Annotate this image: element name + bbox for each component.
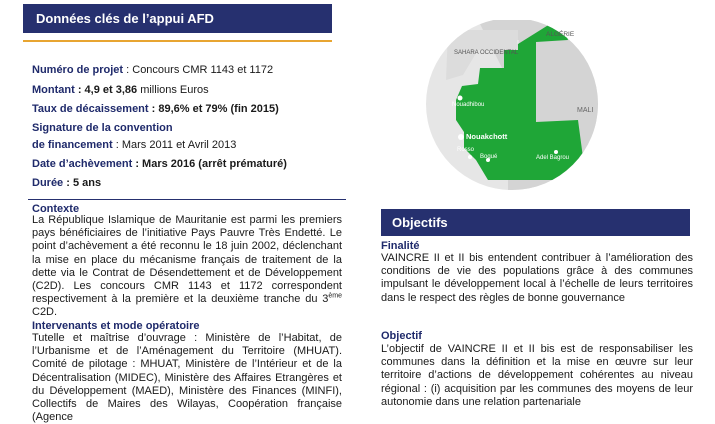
disbursement-value: : 89,6% et 79% (fin 2015) bbox=[148, 103, 279, 115]
label-adel-bagrou: Adel Bagrou bbox=[536, 155, 570, 161]
duration-row bbox=[32, 176, 101, 190]
project-number-label: Numéro de projet bbox=[32, 64, 124, 76]
duration-value: : 5 ans bbox=[63, 177, 102, 189]
amount-value: millions Euros bbox=[137, 84, 209, 96]
signature-label: Signature de la convention bbox=[32, 122, 173, 134]
completion-label: Date d’achèvement bbox=[32, 158, 133, 170]
context-text-sup: ème bbox=[328, 292, 342, 300]
financing-value: : Mars 2011 et Avril 2013 bbox=[112, 139, 237, 151]
project-number-row bbox=[32, 63, 273, 77]
adel-bagrou-dot bbox=[554, 150, 558, 154]
nouadhibou-dot bbox=[458, 96, 463, 101]
project-number-value: : Concours CMR 1143 et 1172 bbox=[123, 64, 274, 76]
finality-text: VAINCRE II et II bis entendent contribuer à l’amélioration des conditions de vie des populations grâce à des communes impulsant le développement local à l’échelle de leurs territoires dans le respect des règles de bonne gouvernance bbox=[381, 252, 693, 304]
amount-value-bold: : 4,9 et 3,86 bbox=[74, 84, 138, 96]
disbursement-row bbox=[32, 102, 279, 116]
label-bogue: Bogué bbox=[480, 154, 498, 160]
financing-label: de financement bbox=[32, 139, 113, 151]
context-text-end: C2D. bbox=[32, 306, 58, 319]
duration-label: Durée bbox=[32, 177, 64, 189]
nouakchott-dot bbox=[458, 134, 464, 140]
section-divider bbox=[28, 199, 346, 200]
amount-label: Montant bbox=[32, 84, 75, 96]
finality-title: Finalité bbox=[381, 240, 420, 252]
key-data-banner: Données clés de l’appui AFD bbox=[23, 4, 332, 33]
label-nouadhibou: Nouadhibou bbox=[452, 102, 485, 108]
objectives-banner: Objectifs bbox=[381, 209, 690, 236]
label-sahara: SAHARA OCCIDENTAL bbox=[454, 50, 519, 56]
label-algerie: ALGÉRIE bbox=[546, 31, 575, 38]
objective-text: L’objectif de VAINCRE II et II bis est de responsabiliser les communes dans la définition et la mise en œuvre sur leur territoire d’actions de développement cohérentes au niveau régional : (i) acquisition par les communes des moyens de leur autonomie dans une relation partenariale bbox=[381, 343, 693, 408]
disbursement-label: Taux de décaissement bbox=[32, 103, 149, 115]
label-rosso: Rosso bbox=[457, 147, 475, 153]
context-text bbox=[32, 214, 342, 320]
label-nouakchott: Nouakchott bbox=[466, 132, 508, 141]
banner-divider bbox=[23, 40, 332, 42]
objective-title: Objectif bbox=[381, 330, 422, 342]
amount-row bbox=[32, 83, 209, 97]
label-mali: MALI bbox=[577, 107, 594, 114]
completion-value: : Mars 2016 (arrêt prématuré) bbox=[132, 158, 287, 170]
signature-row bbox=[32, 121, 173, 135]
context-text-main: La République Islamique de Mauritanie est parmi les premiers pays bénéficiaires de l’initiative Pays Pauvre Très Endetté. Le point d’achèvement a été reconnu le 18 juin 2002, déclenchant la mise en place du mécanisme français de traitement de la dette via le Contrat de Désendettement et de Développement (C2D). Les concours CMR 1143 et 1172 correspondent respectivement à la première et la deuxième tranche du 3 bbox=[32, 214, 342, 306]
rosso-dot bbox=[468, 155, 472, 159]
map-svg bbox=[418, 20, 608, 190]
completion-row bbox=[32, 157, 287, 171]
financing-row bbox=[32, 138, 236, 152]
mauritania-map bbox=[418, 20, 608, 190]
context-title: Contexte bbox=[32, 203, 80, 215]
stakeholders-title: Intervenants et mode opératoire bbox=[32, 320, 200, 332]
stakeholders-text: Tutelle et maîtrise d’ouvrage : Ministère de l’Habitat, de l’Urbanisme et de l’Aménagement du Territoire (MHUAT). Comité de pilotage : MHUAT, Ministère de l’Intérieur et de la Décentralisation (MIDEC), Ministère des Affaires Etrangères et du Développement (MAED), Ministère des Finances (MINFI), Collectifs de Maires des Wilayas, Coopération française (Agence bbox=[32, 332, 342, 424]
